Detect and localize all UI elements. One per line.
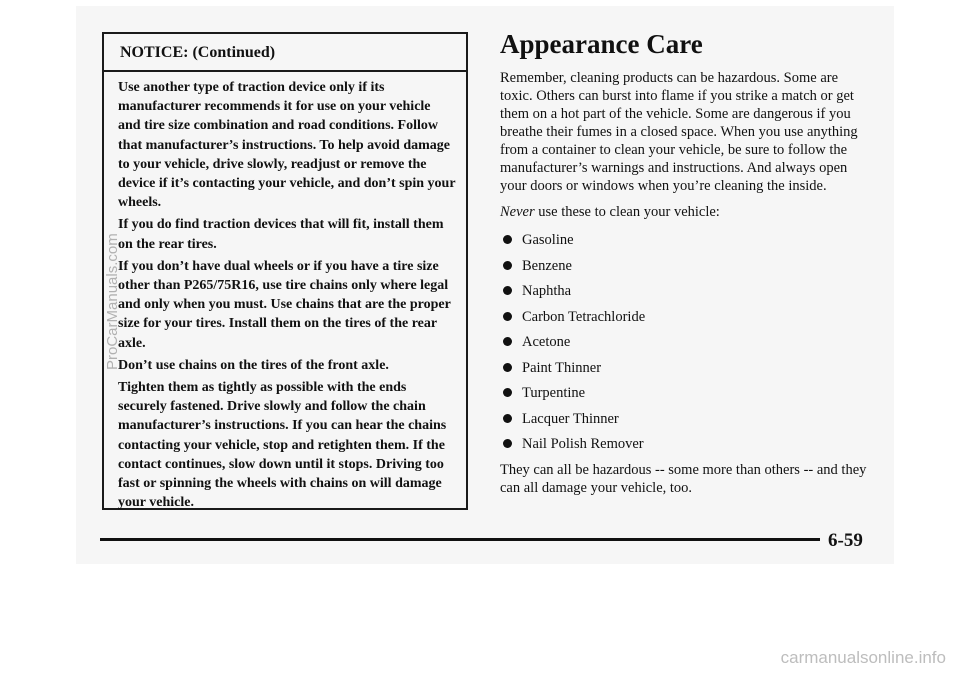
never-line-text: use these to clean your vehicle: [534, 204, 720, 220]
bullet-icon [503, 439, 512, 448]
bullet-icon [503, 261, 512, 270]
notice-paragraph: If you do find traction devices that will fit, install them on the rear tires. [118, 217, 444, 252]
notice-box [102, 32, 468, 510]
list-item: Acetone [500, 331, 872, 357]
hazard-list [500, 229, 872, 459]
notice-paragraph: Don’t use chains on the tires of the front axle. [118, 357, 389, 373]
list-item: Paint Thinner [500, 357, 872, 383]
bullet-icon [503, 286, 512, 295]
bullet-icon [503, 312, 512, 321]
notice-paragraph: Use another type of traction device only if its manufacturer recommends it for use on your vehicle and tire size combination and road conditions. Follow that manufacturer’s instructions. To help avoid damage to your vehicle, drive slowly, readjust or remove the device if it’s contacting your vehicle, and don’t spin your wheels. [118, 80, 456, 211]
notice-body [104, 72, 466, 512]
never-line [500, 203, 872, 221]
side-watermark: ProCarManuals.com [104, 233, 121, 370]
footer-rule [100, 538, 820, 541]
list-item: Benzene [500, 255, 872, 281]
bullet-icon [503, 337, 512, 346]
intro-paragraph: Remember, cleaning products can be hazardous. Some are toxic. Others can burst into flame if you strike a match or get them on a hot part of the vehicle. Some are dangerous if you breathe their fumes in a closed space. When you use anything from a container to clean your vehicle, be sure to follow the manufacturer’s warnings and instructions. And always open your doors or windows when you’re cleaning the inside. [500, 70, 858, 194]
list-item: Nail Polish Remover [500, 433, 872, 459]
closing-paragraph: They can all be hazardous -- some more than others -- and they can all damage your vehicle, too. [500, 461, 867, 496]
list-item: Lacquer Thinner [500, 408, 872, 434]
bullet-icon [503, 235, 512, 244]
bullet-icon [503, 414, 512, 423]
list-item: Naphtha [500, 280, 872, 306]
notice-paragraph: If you don’t have dual wheels or if you have a tire size other than P265/75R16, use tire chains only where legal and only when you must. Use chains that are the proper size for your tires. Install them on the tires of the rear axle. [118, 258, 451, 351]
notice-heading: NOTICE: (Continued) [104, 34, 466, 72]
bullet-icon [503, 388, 512, 397]
bottom-watermark[interactable]: carmanualsonline.info [780, 648, 946, 667]
notice-paragraph: Tighten them as tightly as possible with the ends securely fastened. Drive slowly and follow the chain manufacturer’s instructions. If you can hear the chains contacting your vehicle, stop and retighten them. If the contact continues, slow down until it stops. Driving too fast or spinning the wheels with chains on will damage your vehicle. [118, 380, 447, 511]
never-word: Never [500, 204, 535, 220]
list-item: Turpentine [500, 382, 872, 408]
list-item: Carbon Tetrachloride [500, 306, 872, 332]
appearance-care-section [500, 28, 872, 505]
page-number: 6-59 [828, 530, 863, 551]
list-item: Gasoline [500, 229, 872, 255]
section-title: Appearance Care [500, 29, 703, 59]
bullet-icon [503, 363, 512, 372]
